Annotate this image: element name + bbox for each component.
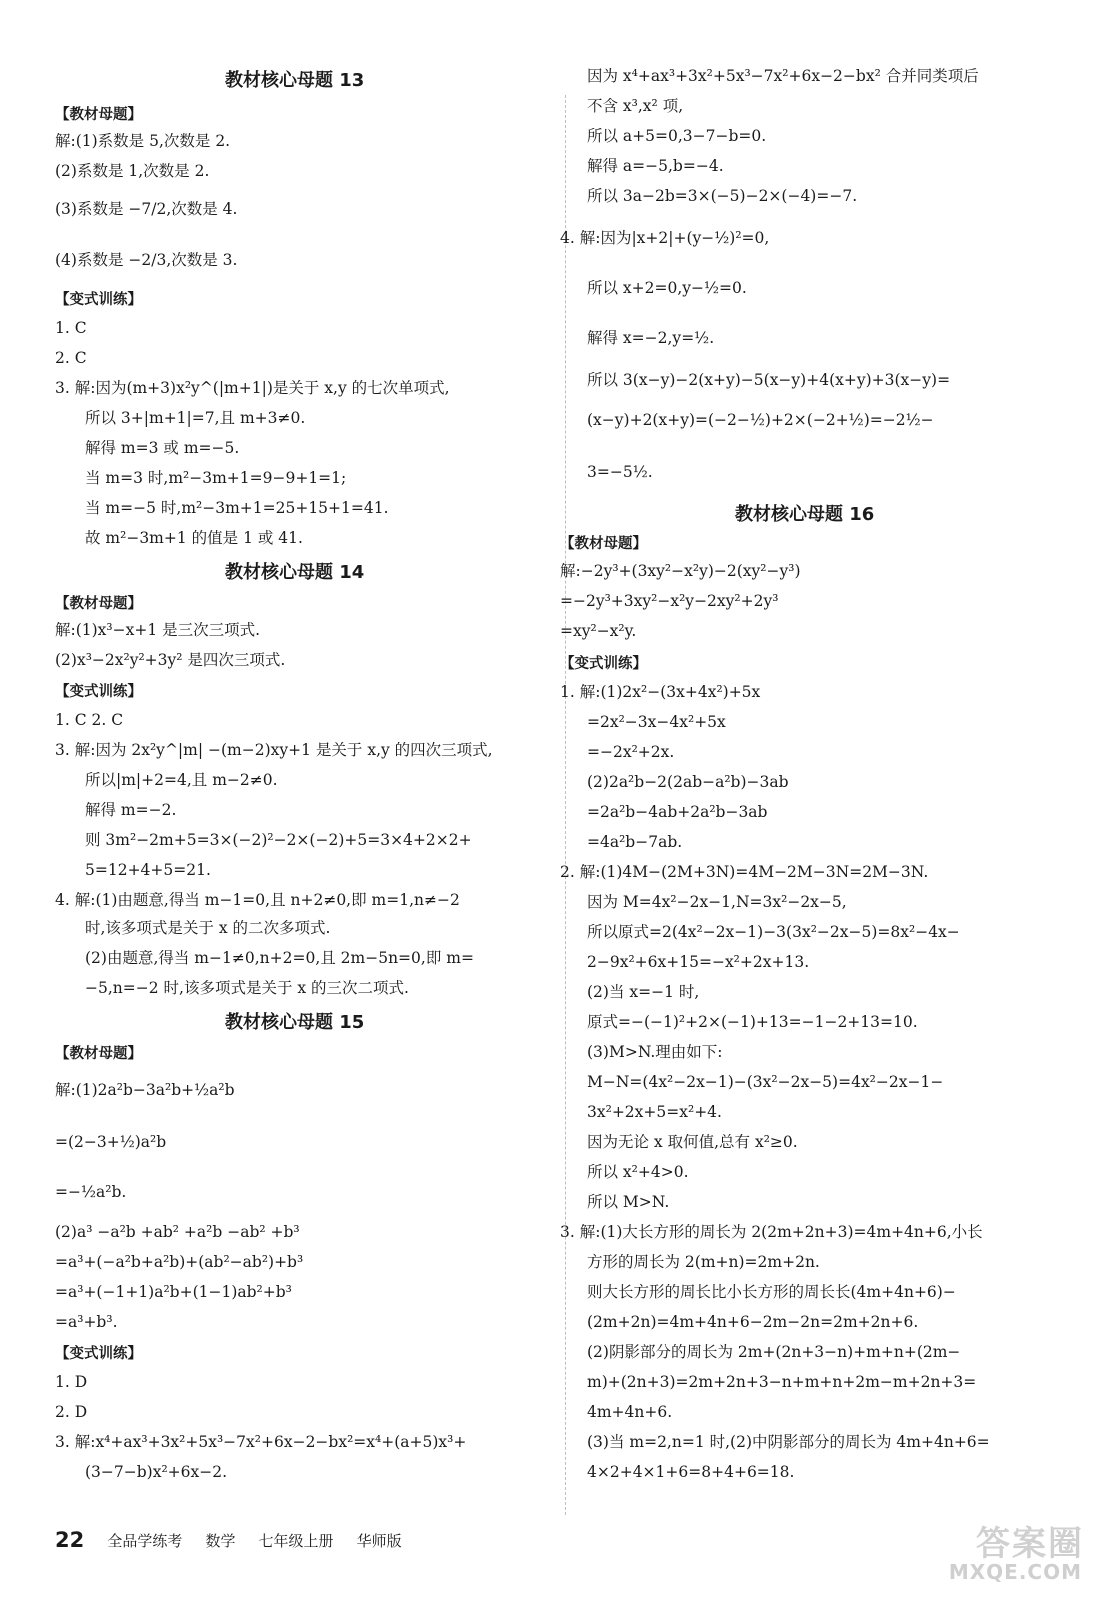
text-line: 3. 解:因为(m+3)x²y^(|m+1|)是关于 x,y 的七次单项式, — [55, 379, 450, 397]
text-line: =a³+(−1+1)a²b+(1−1)ab²+b³ — [55, 1283, 292, 1301]
text-line: 解:(1)系数是 5,次数是 2. — [55, 132, 231, 150]
text-line: (2m+2n)=4m+4n+6−2m−2n=2m+2n+6. — [587, 1313, 919, 1331]
text-line: (2)x³−2x²y²+3y² 是四次三项式. — [55, 651, 286, 669]
text-line: 1. D — [55, 1373, 88, 1391]
text-line: 1. C — [55, 319, 87, 337]
text-line: (2)系数是 1,次数是 2. — [55, 162, 210, 180]
footer-edition: 华师版 — [356, 1531, 402, 1550]
text-line: =a³+b³. — [55, 1313, 118, 1331]
text-line: 所以|m|+2=4,且 m−2≠0. — [85, 771, 278, 789]
text-line: =xy²−x²y. — [560, 622, 637, 640]
text-line: 1. C 2. C — [55, 711, 124, 729]
text-line: 解:(1)2a²b−3a²b+½a²b — [55, 1081, 235, 1099]
text-line: 所以 3a−2b=3×(−5)−2×(−4)=−7. — [587, 187, 858, 205]
section-heading-13: 教材核心母题 13 — [225, 70, 365, 91]
text-line: 解得 x=−2,y=½. — [587, 329, 715, 347]
text-line: (2)a³ −a²b +ab² +a²b −ab² +b³ — [55, 1223, 300, 1241]
text-line: 原式=−(−1)²+2×(−1)+13=−1−2+13=10. — [587, 1013, 918, 1031]
tag-textbook-problem: 【教材母题】 — [55, 1046, 142, 1062]
text-line: 所以 x+2=0,y−½=0. — [587, 279, 747, 297]
section-heading-14: 教材核心母题 14 — [225, 562, 365, 583]
text-line: 3. 解:(1)大长方形的周长为 2(2m+2n+3)=4m+4n+6,小长 — [560, 1223, 983, 1241]
tag-textbook-problem: 【教材母题】 — [55, 596, 142, 612]
text-line: 3. 解:因为 2x²y^|m| −(m−2)xy+1 是关于 x,y 的四次三项式, — [55, 741, 493, 759]
text-line: =(2−3+½)a²b — [55, 1133, 167, 1151]
footer-series: 全品学练考 — [107, 1531, 183, 1550]
text-line: 所以 3(x−y)−2(x+y)−5(x−y)+4(x+y)+3(x−y)= — [587, 371, 951, 389]
text-line: =2x²−3x−4x²+5x — [587, 713, 726, 731]
text-line: 所以原式=2(4x²−2x−1)−3(3x²−2x−5)=8x²−4x− — [587, 923, 960, 941]
text-line: 4m+4n+6. — [587, 1403, 673, 1421]
text-line: (2)由题意,得当 m−1≠0,n+2=0,且 2m−5n=0,即 m= — [85, 949, 474, 967]
text-line: 4. 解:因为|x+2|+(y−½)²=0, — [560, 229, 770, 247]
page-footer — [55, 1528, 755, 1568]
text-line: 3=−5½. — [587, 463, 653, 481]
text-line: =4a²b−7ab. — [587, 833, 683, 851]
text-line: (x−y)+2(x+y)=(−2−½)+2×(−2+½)=−2½− — [587, 411, 934, 429]
text-line: 1. 解:(1)2x²−(3x+4x²)+5x — [560, 683, 761, 701]
tag-variant-training: 【变式训练】 — [55, 1346, 142, 1362]
section-heading-15: 教材核心母题 15 — [225, 1012, 365, 1033]
text-line: 解得 m=3 或 m=−5. — [85, 439, 240, 457]
text-line: 2. D — [55, 1403, 88, 1421]
tag-textbook-problem: 【教材母题】 — [55, 107, 142, 123]
text-line: =a³+(−a²b+a²b)+(ab²−ab²)+b³ — [55, 1253, 304, 1271]
text-line: 所以 x²+4>0. — [587, 1163, 689, 1181]
text-line: =2a²b−4ab+2a²b−3ab — [587, 803, 768, 821]
text-line: (2)当 x=−1 时, — [587, 983, 700, 1001]
text-line: 2. 解:(1)4M−(2M+3N)=4M−2M−3N=2M−3N. — [560, 863, 929, 881]
text-line: 所以 M>N. — [587, 1193, 670, 1211]
tag-textbook-problem: 【教材母题】 — [560, 536, 647, 552]
watermark — [894, 1516, 1084, 1586]
footer-subject: 数学 — [205, 1531, 236, 1550]
text-line: =−2y³+3xy²−x²y−2xy²+2y³ — [560, 592, 779, 610]
text-line: 3. 解:x⁴+ax³+3x²+5x³−7x²+6x−2−bx²=x⁴+(a+5)x³+ — [55, 1433, 467, 1451]
footer-grade: 七年级上册 — [258, 1531, 334, 1550]
text-line: 当 m=−5 时,m²−3m+1=25+15+1=41. — [85, 499, 389, 517]
text-line: 因为无论 x 取何值,总有 x²≥0. — [587, 1133, 798, 1151]
page-number: 22 — [55, 1528, 85, 1552]
text-line: 2−9x²+6x+15=−x²+2x+13. — [587, 953, 810, 971]
text-line: (2)2a²b−2(2ab−a²b)−3ab — [587, 773, 789, 791]
text-line: 因为 M=4x²−2x−1,N=3x²−2x−5, — [587, 893, 847, 911]
text-line: 解:−2y³+(3xy²−x²y)−2(xy²−y³) — [560, 562, 801, 580]
text-line: 故 m²−3m+1 的值是 1 或 41. — [85, 529, 303, 547]
text-line: (2)阴影部分的周长为 2m+(2n+3−n)+m+n+(2m− — [587, 1343, 961, 1361]
watermark-url: MXQE.COM — [948, 1560, 1082, 1584]
text-line: m)+(2n+3)=2m+2n+3−n+m+n+2m−m+2n+3= — [587, 1373, 977, 1391]
text-line: 所以 3+|m+1|=7,且 m+3≠0. — [85, 409, 306, 427]
text-line: (4)系数是 −2/3,次数是 3. — [55, 251, 238, 269]
text-line: (3−7−b)x²+6x−2. — [85, 1463, 228, 1481]
text-line: 不含 x³,x² 项, — [587, 97, 684, 115]
text-line: (3)当 m=2,n=1 时,(2)中阴影部分的周长为 4m+4n+6= — [587, 1433, 990, 1451]
text-line: (3)M>N.理由如下: — [587, 1043, 723, 1061]
text-line: 4. 解:(1)由题意,得当 m−1=0,且 n+2≠0,即 m=1,n≠−2 — [55, 891, 460, 909]
text-line: 方形的周长为 2(m+n)=2m+2n. — [587, 1253, 820, 1271]
tag-variant-training: 【变式训练】 — [55, 292, 142, 308]
text-line: 则 3m²−2m+5=3×(−2)²−2×(−2)+5=3×4+2×2+ — [85, 831, 472, 849]
text-line: 则大长方形的周长比小长方形的周长长(4m+4n+6)− — [587, 1283, 956, 1301]
text-line: 所以 a+5=0,3−7−b=0. — [587, 127, 767, 145]
text-line: 时,该多项式是关于 x 的二次多项式. — [85, 919, 331, 937]
watermark-logo: 答案圈 — [976, 1524, 1084, 1564]
text-line: 因为 x⁴+ax³+3x²+5x³−7x²+6x−2−bx² 合并同类项后 — [587, 67, 979, 85]
text-line: 解得 m=−2. — [85, 801, 177, 819]
column-divider — [565, 95, 566, 1515]
text-line: −5,n=−2 时,该多项式是关于 x 的三次二项式. — [85, 979, 409, 997]
text-line: 5=12+4+5=21. — [85, 861, 211, 879]
text-line: 4×2+4×1+6=8+4+6=18. — [587, 1463, 795, 1481]
text-line: 当 m=3 时,m²−3m+1=9−9+1=1; — [85, 469, 347, 487]
text-line: 3x²+2x+5=x²+4. — [587, 1103, 722, 1121]
text-line: 解得 a=−5,b=−4. — [587, 157, 724, 175]
tag-variant-training: 【变式训练】 — [560, 656, 647, 672]
text-line: =−½a²b. — [55, 1183, 127, 1201]
text-line: 2. C — [55, 349, 87, 367]
text-line: M−N=(4x²−2x−1)−(3x²−2x−5)=4x²−2x−1− — [587, 1073, 944, 1091]
tag-variant-training: 【变式训练】 — [55, 684, 142, 700]
section-heading-16: 教材核心母题 16 — [735, 504, 875, 525]
text-line: =−2x²+2x. — [587, 743, 675, 761]
text-line: (3)系数是 −7/2,次数是 4. — [55, 200, 238, 218]
text-line: 解:(1)x³−x+1 是三次三项式. — [55, 621, 261, 639]
